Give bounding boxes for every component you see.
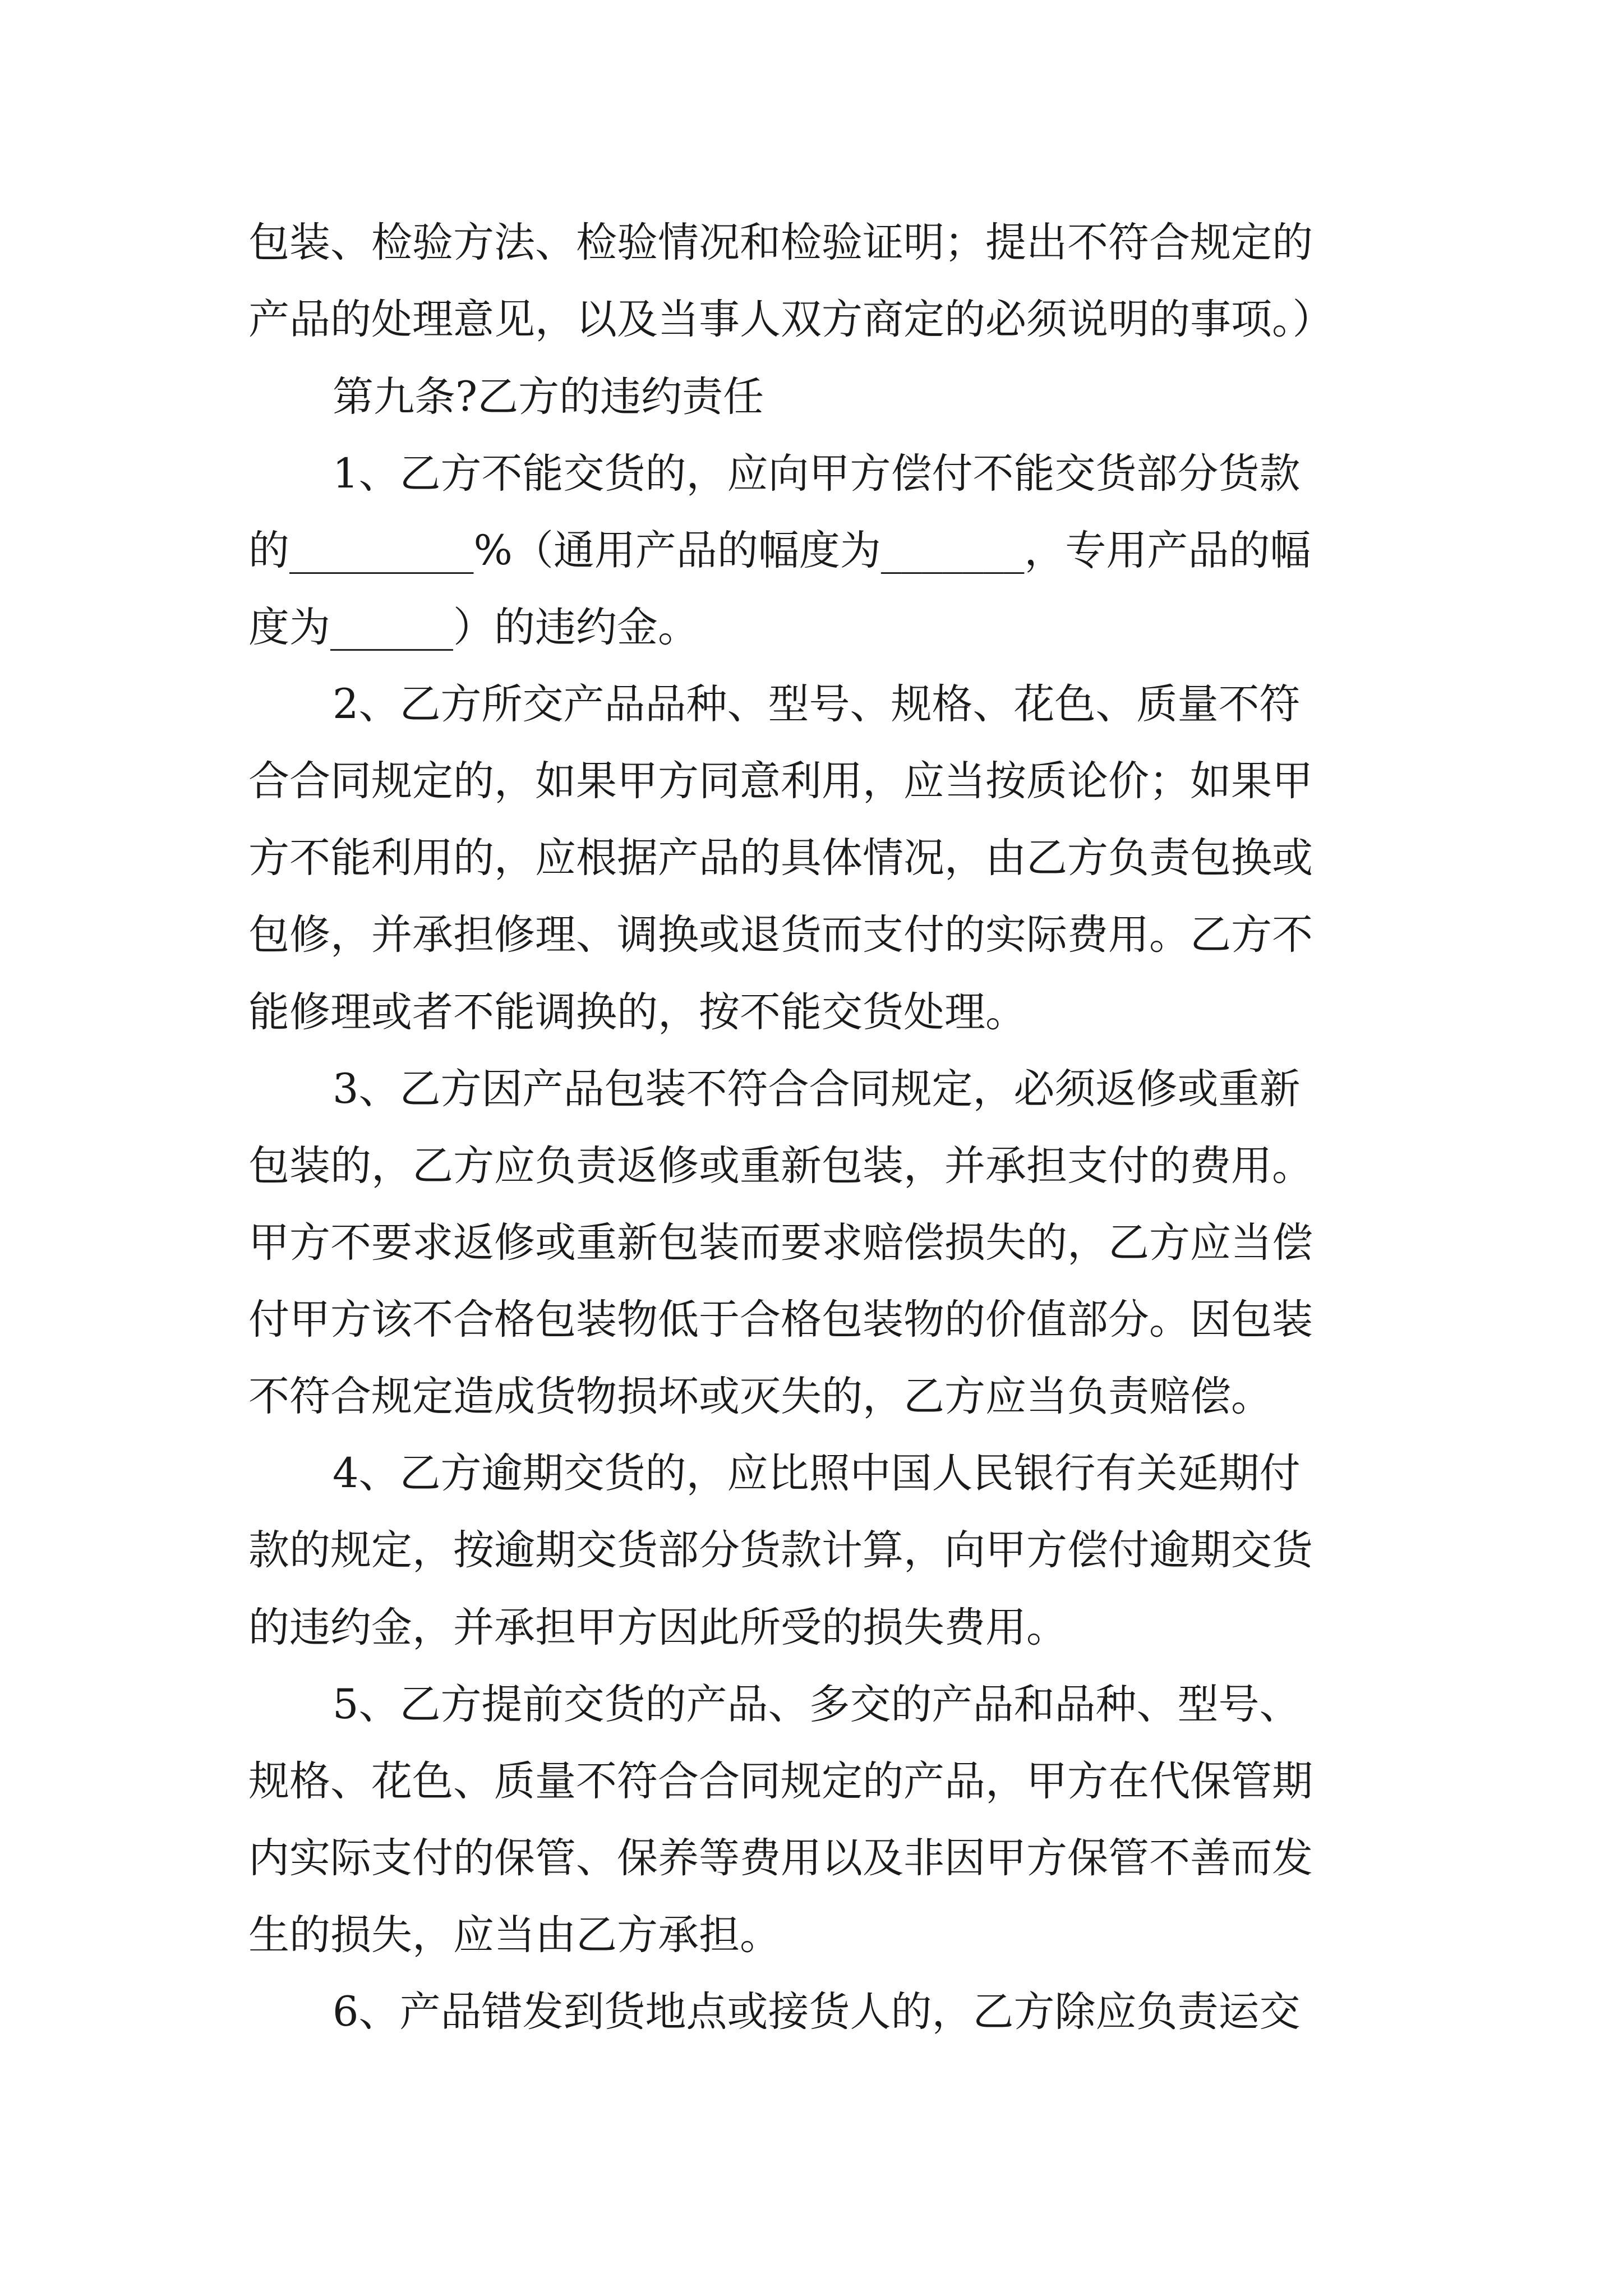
text-line: 包修，并承担修理、调换或退货而支付的实际费用。乙方不 xyxy=(248,911,1313,959)
text-line: 3、乙方因产品包装不符合合同规定，必须返修或重新 xyxy=(333,1065,1301,1113)
text-line: 包装的，乙方应负责返修或重新包装，并承担支付的费用。 xyxy=(248,1142,1313,1190)
text-line: 能修理或者不能调换的，按不能交货处理。 xyxy=(248,988,1026,1036)
text-line: 产品的处理意见，以及当事人双方商定的必须说明的事项。） xyxy=(248,296,1334,343)
text-line: 款的规定，按逾期交货部分货款计算，向甲方偿付逾期交货 xyxy=(248,1526,1313,1574)
text-line: 内实际支付的保管、保养等费用以及非因甲方保管不善而发 xyxy=(248,1834,1313,1882)
text-line: 甲方不要求返修或重新包装而要求赔偿损失的，乙方应当偿 xyxy=(248,1219,1313,1267)
text-line: 6、产品错发到货地点或接货人的，乙方除应负责运交 xyxy=(333,1988,1301,2036)
text-line: 度为______）的违约金。 xyxy=(248,604,699,651)
text-line: 付甲方该不合格包装物低于合格包装物的价值部分。因包装 xyxy=(248,1296,1313,1343)
text-line: 1、乙方不能交货的，应向甲方偿付不能交货部分货款 xyxy=(333,450,1301,498)
text-line: 5、乙方提前交货的产品、多交的产品和品种、型号、 xyxy=(333,1681,1301,1728)
text-line: 不符合规定造成货物损坏或灭失的，乙方应当负责赔偿。 xyxy=(248,1373,1272,1420)
text-line: 的_________%（通用产品的幅度为_______，专用产品的幅 xyxy=(248,527,1311,574)
text-line: 2、乙方所交产品品种、型号、规格、花色、质量不符 xyxy=(333,680,1301,728)
text-line: 规格、花色、质量不符合合同规定的产品，甲方在代保管期 xyxy=(248,1757,1313,1805)
text-line: 生的损失，应当由乙方承担。 xyxy=(248,1911,781,1959)
text-line: 的违约金，并承担甲方因此所受的损失费用。 xyxy=(248,1604,1067,1651)
text-line: 4、乙方逾期交货的，应比照中国人民银行有关延期付 xyxy=(333,1450,1301,1497)
section-heading: 第九条?乙方的违约责任 xyxy=(333,373,764,421)
text-line: 包装、检验方法、检验情况和检验证明；提出不符合规定的 xyxy=(248,219,1313,266)
text-line: 合合同规定的，如果甲方同意利用，应当按质论价；如果甲 xyxy=(248,757,1313,805)
text-line: 方不能利用的，应根据产品的具体情况，由乙方负责包换或 xyxy=(248,834,1313,882)
